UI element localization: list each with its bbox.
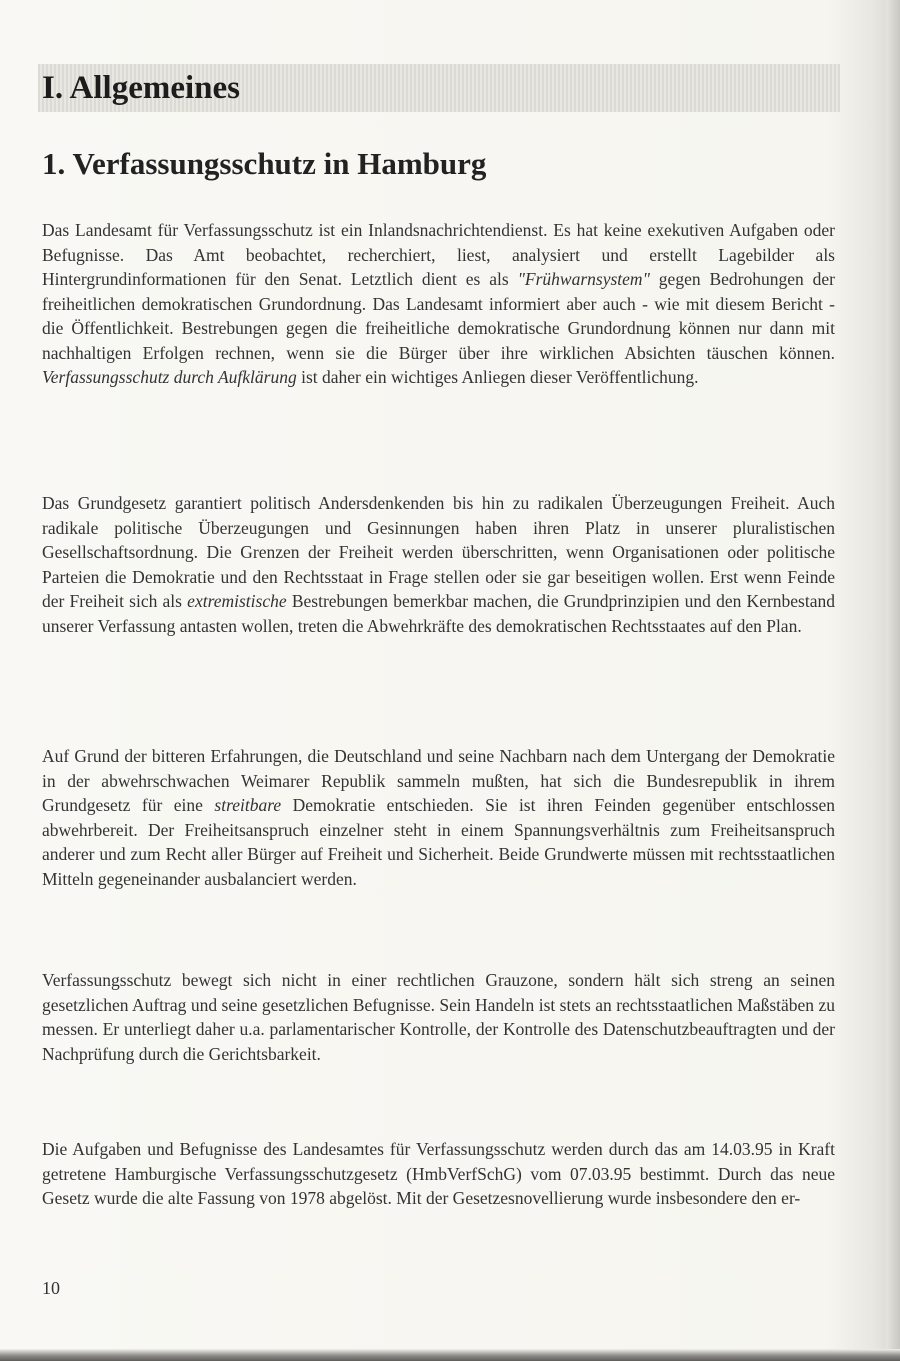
paragraph-2-text-1: Das Grundgesetz garantiert politisch Andersdenkenden bis hin zu radikalen Überzeugungen Freiheit. Auch radikale politische Überzeugungen und Gesinnungen haben ihren Platz in unserer pluralistischen Gesellschaftsordnung. Die Grenzen der Freiheit werden überschritten, wenn Organisationen oder politische Parteien die Demokratie und den Rechtsstaat in Frage stellen oder sie gar beseitigen wollen. Erst wenn Feinde der Freiheit sich als <box>42 493 835 611</box>
chapter-title: I. Allgemeines <box>42 70 240 106</box>
page-right-edge <box>886 0 900 1361</box>
emphasis-streitbare: streitbare <box>214 795 282 815</box>
paragraph-1-text-3: ist daher ein wichtiges Anliegen dieser Veröffentlichung. <box>296 367 699 387</box>
page-bottom-edge <box>0 1349 900 1361</box>
paragraph-5-text-1: Die Aufgaben und Befugnisse des Landesamtes für Verfassungsschutz werden durch das am 14.03.95 in Kraft getretene Hamburgische Verfassungsschutzgesetz (HmbVerfSchG) vom 07.03.95 bestimmt. Durch das neue Gesetz wurde die alte Fassung von 1978 abgelöst. Mit der Gesetzesnovellierung wurde insbesondere den er- <box>42 1139 835 1208</box>
paragraph-3-text-2: Demokratie entschieden. Sie ist ihren Feinden gegenüber entschlossen abwehrbereit. Der Freiheitsanspruch einzelner steht in einem Spannungsverhältnis zum Freiheitsanspruch anderer und zum Recht aller Bürger auf Freiheit und Sicherheit. Beide Grundwerte müssen mit rechtsstaatlichen Mitteln gegeneinander ausbalanciert werden. <box>42 795 836 889</box>
emphasis-extremistische: extremistische <box>187 591 287 611</box>
emphasis-fruehwarnsystem: "Frühwarnsystem" <box>517 269 650 289</box>
page-number: 10 <box>42 1278 60 1298</box>
paragraph-1-text-2: gegen Bedrohungen der freiheitlichen demokratischen Grundordnung. Das Landesamt informiert aber auch - wie mit diesem Bericht - die Öffentlichkeit. Bestrebungen gegen die freiheitliche demokratische Grundordnung können nur dann mit nachhaltigen Erfolgen rechnen, wenn sie die Bürger über ihre wirklichen Absichten täuschen können. <box>42 269 835 363</box>
paragraph-5 <box>42 1137 835 1211</box>
paragraph-1 <box>42 218 835 390</box>
paragraph-2 <box>42 491 835 638</box>
paragraph-4-text-1: Verfassungsschutz bewegt sich nicht in einer rechtlichen Grauzone, sondern hält sich streng an seinen gesetzlichen Auftrag und seine gesetzlichen Befugnisse. Sein Handeln ist stets an rechtsstaatlichen Maßstäben zu messen. Er unterliegt daher u.a. parlamentarischer Kontrolle, der Kontrolle des Datenschutzbeauftragten und der Nachprüfung durch die Gerichtsbarkeit. <box>42 970 835 1064</box>
emphasis-verfassungsschutz-durch-aufklaerung: Verfassungsschutz durch Aufklärung <box>42 367 297 387</box>
paragraph-1-text-1: Das Landesamt für Verfassungsschutz ist ein Inlandsnachrichtendienst. Es hat keine exekutiven Aufgaben oder Befugnisse. Das Amt beobachtet, recherchiert, liest, analysiert und erstellt Lagebilder als Hintergrundinformationen für den Senat. Letztlich dient es als <box>42 220 835 289</box>
paragraph-3-text-1: Auf Grund der bitteren Erfahrungen, die Deutschland und seine Nachbarn nach dem Untergang der Demokratie in der abwehrschwachen Weimarer Republik sammeln mußten, hat sich die Bundesrepublik in ihrem Grundgesetz für eine <box>42 746 835 815</box>
paragraph-2-text-2: Bestrebungen bemerkbar machen, die Grundprinzipien und den Kernbestand unserer Verfassung antasten wollen, treten die Abwehrkräfte des demokratischen Rechtsstaates auf den Plan. <box>42 591 835 636</box>
paragraph-4 <box>42 968 835 1066</box>
paragraph-3 <box>42 744 835 891</box>
section-title: 1. Verfassungsschutz in Hamburg <box>42 146 487 181</box>
